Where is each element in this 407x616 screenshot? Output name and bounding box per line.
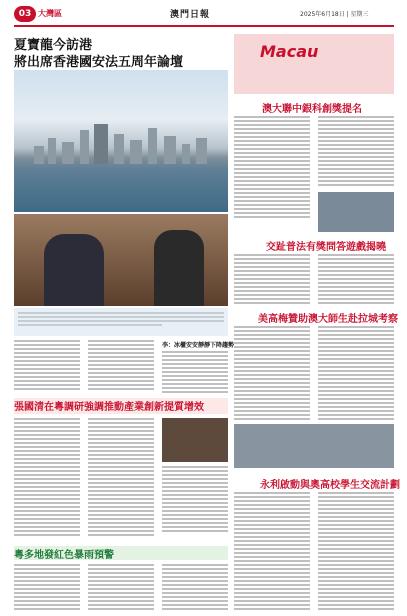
photo-caption [14,308,228,336]
right-text-block-4 [318,254,394,306]
right-text-block-5 [234,326,310,422]
third-text-col-2 [88,564,154,612]
macau-logo-text: Macau [260,42,319,61]
masthead: 澳門日報 [170,10,211,20]
lead-subhead: 李：冰櫃安安靜靜下降趨勢 [162,342,235,349]
section-name: 大灣區 [38,9,62,18]
third-text-col-1 [14,564,80,612]
right-text-block-3 [234,254,310,306]
right-headline-4: 永利啟動與奧高校學生交流計劃 [260,480,400,491]
right-headline-2: 交趾普法有獎問答遊戲揭曉 [266,242,386,253]
page-number-badge: 03 [14,6,36,22]
lead-text-col-2 [88,340,154,392]
right-text-block-8 [318,492,394,612]
issue-date: 2025年6月18日 | 星期三 [300,11,369,18]
second-text-col-1 [14,418,80,538]
lead-text-col-1 [14,340,80,392]
second-text-col-3 [162,466,228,534]
ceremony-photo [14,214,228,306]
lead-headline-line2: 將出席香港國安法五周年論壇 [14,55,184,70]
right-text-block-1 [234,116,310,220]
right-text-block-2 [318,116,394,188]
harbour-skyline-photo [14,70,228,212]
lead-text-col-3 [162,340,234,395]
right-photo-2 [234,424,394,468]
right-headline-3: 美高梅贊助澳大師生赴拉城考察 [258,314,398,325]
second-story-photo [162,418,228,462]
right-text-block-6 [318,326,394,422]
third-text-col-3 [162,564,228,612]
second-headline: 張國清在粵調研強調推動產業創新提質增效 [14,398,228,414]
second-text-col-2 [88,418,154,538]
header-rule [14,25,394,27]
right-text-block-7 [234,492,310,612]
third-headline: 粵多地發紅色暴雨預警 [14,546,228,560]
right-photo-1 [318,192,394,232]
right-headline-1: 澳大聯中銀科創獎提名 [262,104,362,115]
lead-headline-line1: 夏寶龍今訪港 [14,38,93,53]
